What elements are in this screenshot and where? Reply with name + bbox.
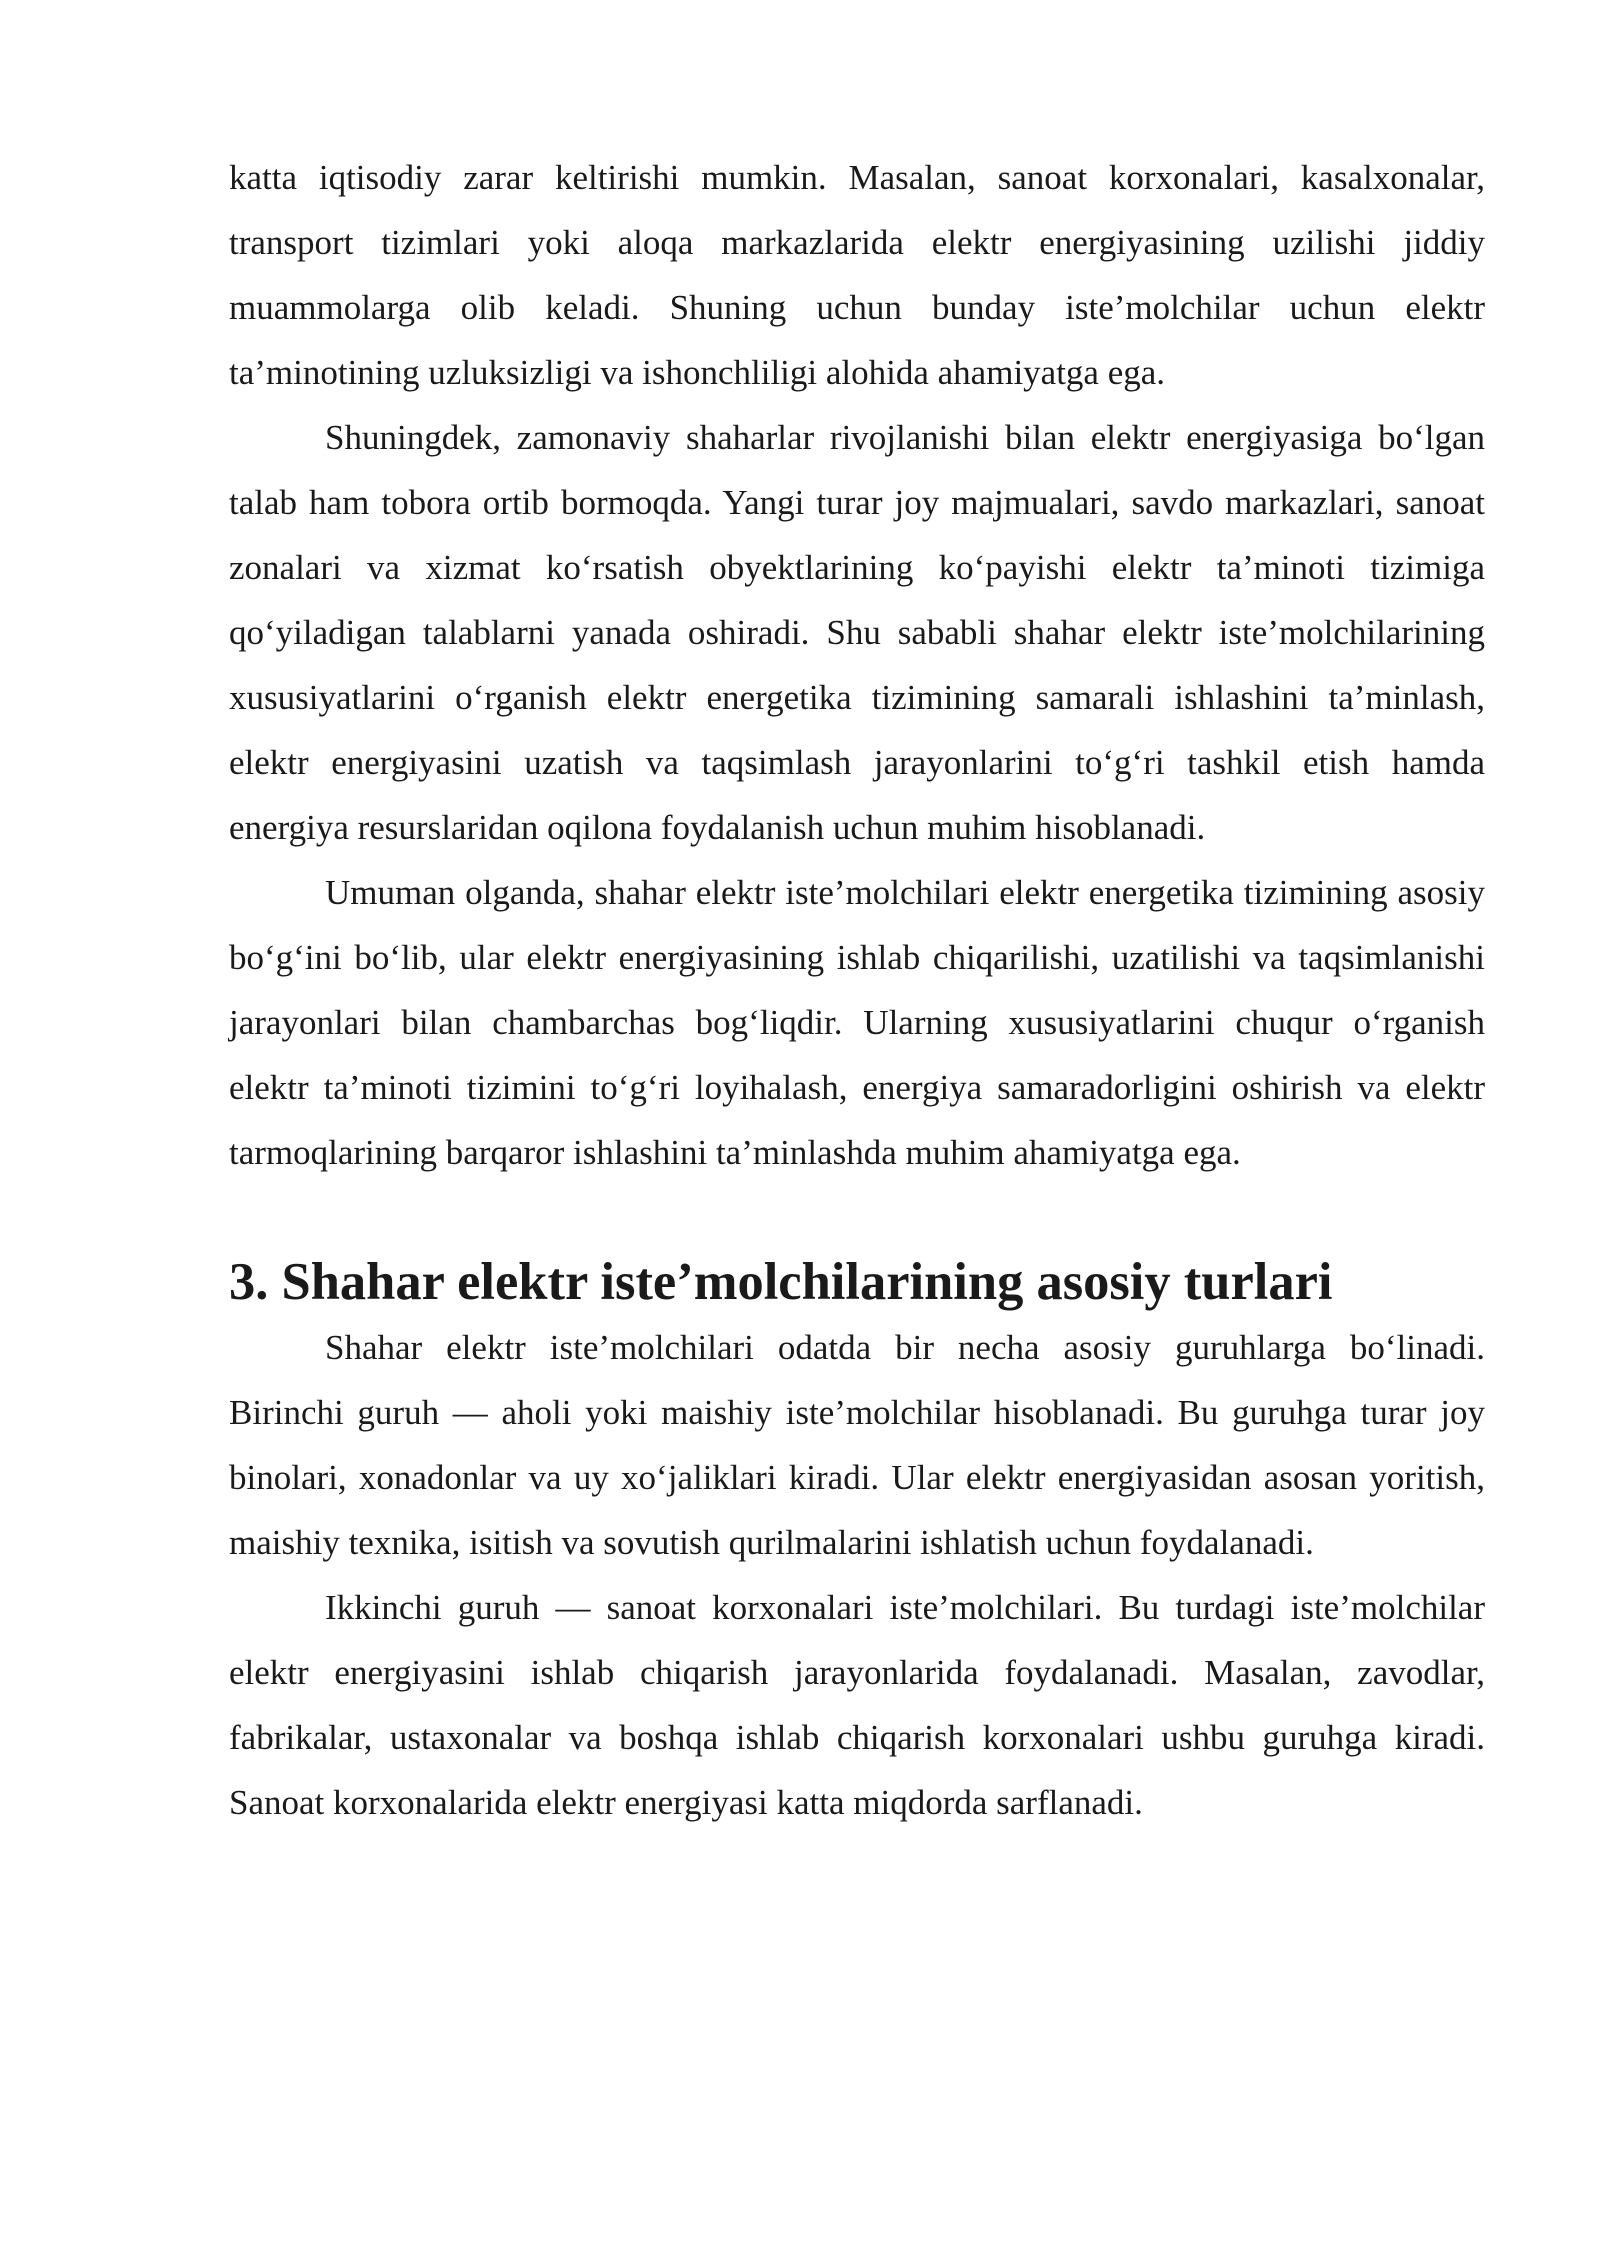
paragraph-first-group: Shahar elektr iste’molchilari odatda bir necha asosiy guruhlarga bo‘linadi. Birinchi guruh — aholi yoki maishiy iste’molchilar hisoblanadi. Bu guruhga turar joy binolari, xonadonlar va uy xo‘jaliklari kiradi. Ular elektr energiyasidan asosan yoritish, maishiy texnika, isitish va sovutish qurilmalarini ishlatish uchun foydalanadi. — [229, 1328, 1485, 1562]
paragraph-continuation: katta iqtisodiy zarar keltirishi mumkin. Masalan, sanoat korxonalari, kasalxonalar, transport tizimlari yoki aloqa markazlarida elektr energiyasining uzilishi jiddiy muammolarga olib keladi. Shuning uchun bunday iste’molchilar uchun elektr ta’minotining uzluksizligi va ishonchliligi alohida ahamiyatga ega. — [229, 158, 1485, 392]
page-body — [229, 145, 1485, 1835]
paragraph-urban-demand: Shuningdek, zamonaviy shaharlar rivojlanishi bilan elektr energiyasiga bo‘lgan talab ham tobora ortib bormoqda. Yangi turar joy majmualari, savdo markazlari, sanoat zonalari va xizmat ko‘rsatish obyektlarining ko‘payishi elektr ta’minoti tizimiga qo‘yiladigan talablarni yanada oshiradi. Shu sababli shahar elektr iste’molchilarining xususiyatlarini o‘rganish elektr energetika tizimining samarali ishlashini ta’minlash, elektr energiyasini uzatish va taqsimlash jarayonlarini to‘g‘ri tashkil etish hamda energiya resurslaridan oqilona foydalanish uchun muhim hisoblanadi. — [229, 418, 1485, 847]
paragraph-summary: Umuman olganda, shahar elektr iste’molchilari elektr energetika tizimining asosiy bo‘g‘ini bo‘lib, ular elektr energiyasining ishlab chiqarilishi, uzatilishi va taqsimlanishi jarayonlari bilan chambarchas bog‘liqdir. Ularning xususiyatlarini chuqur o‘rganish elektr ta’minoti tizimini to‘g‘ri loyihalash, energiya samaradorligini oshirish va elektr tarmoqlarining barqaror ishlashini ta’minlashda muhim ahamiyatga ega. — [229, 873, 1485, 1172]
paragraph-second-group: Ikkinchi guruh — sanoat korxonalari iste’molchilari. Bu turdagi iste’molchilar elektr energiyasini ishlab chiqarish jarayonlarida foydalanadi. Masalan, zavodlar, fabrikalar, ustaxonalar va boshqa ishlab chiqarish korxonalari ushbu guruhga kiradi. Sanoat korxonalarida elektr energiyasi katta miqdorda sarflanadi. — [229, 1588, 1485, 1822]
section-heading: 3. Shahar elektr iste’molchilarining asosiy turlari — [229, 1253, 1333, 1311]
